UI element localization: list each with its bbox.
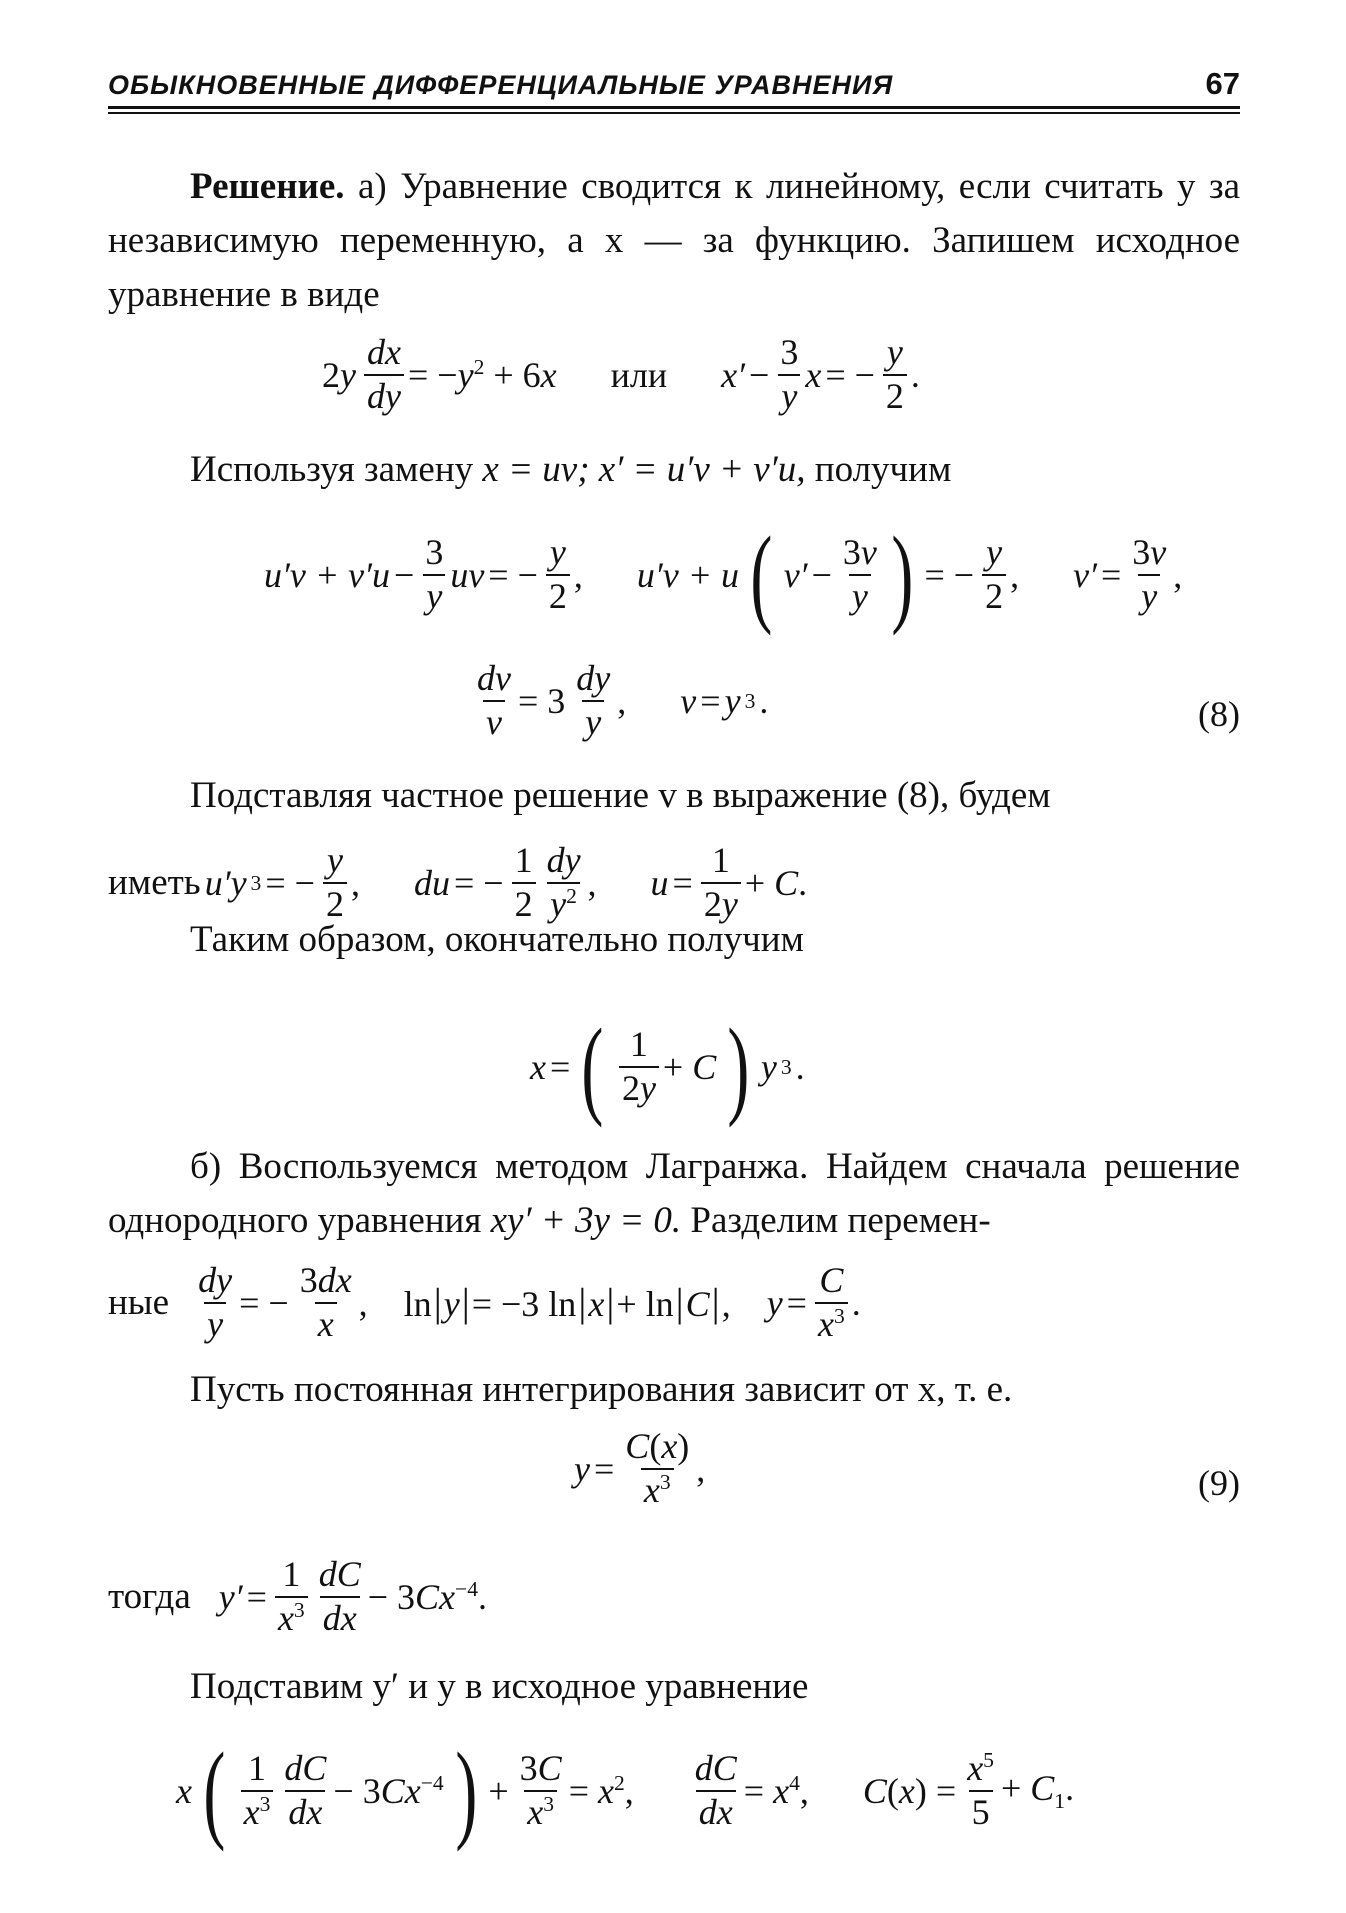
paragraph-particular: Подставляя частное решение v в выражение (8), будем xyxy=(190,775,1051,816)
then-word: тогда xyxy=(108,1576,191,1618)
substitution-line xyxy=(190,448,951,491)
part-b-text: б) Воспользуемся методом Лагранжа. Найдем сначала решение однородного уравнения xyxy=(108,1146,1240,1241)
equation-9: y = $\frac{C(x)}{x^3}$ , xyxy=(574,1426,706,1510)
equation-1: 2y $\frac{dx}{dy}$ = $-y^2 + 6x$ или x′ − $\frac{3}{y}$ x = − $\frac{y}{2}$ . xyxy=(322,332,920,416)
equation-8: $\frac{dv}{v}$ = 3 $\frac{dy}{y}$ , v = y 3 . xyxy=(477,658,769,742)
equation-number-9: (9) xyxy=(1198,1463,1240,1503)
paragraph-constant: Пусть постоянная интегрирования зависит от x, т. е. xyxy=(190,1369,1013,1410)
have-word: иметь xyxy=(108,862,201,904)
equation-derivative: тогда y′ = $\frac{1}{x^3}$ $\frac{dC}{dx}$ − $3Cx^{-4}$. xyxy=(108,1554,488,1638)
header-rule-thin xyxy=(108,112,1240,114)
equation-number-8: (8) xyxy=(1198,694,1240,734)
equation-separation: ные $\frac{dy}{y}$ = − $\frac{3dx}{x}$ , ln|y|= −3 ln|x|+ ln|C|, y = $\frac{C}{x^3}$ . xyxy=(108,1260,861,1344)
equation-last: x ( $\frac{1}{x^3}$ $\frac{dC}{dx}$ − $3Cx^{-4}$ ) + $\frac{3C}{x^3}$ = $x^2$, $\frac{dC}{dx}$ = $x^4$, C(x) = $\frac{x^5}{5}$ + $C_1$. xyxy=(176,1730,1075,1852)
paragraph-substitute: Подставим y′ и y в исходное уравнение xyxy=(190,1666,809,1707)
paragraph-finally: Таким образом, окончательно получим xyxy=(190,919,804,960)
solution-text: а) Уравнение сводится к линейному, если считать y за независимую переменную, а x — за функцию. Запишем исходное уравнение в виде xyxy=(108,166,1240,315)
substitution-formula: x = uv; x′ = u′v + v′u, xyxy=(482,449,806,490)
header-title: ОБЫКНОВЕННЫЕ ДИФФЕРЕНЦИАЛЬНЫЕ УРАВНЕНИЯ xyxy=(108,70,894,100)
equation-final-x: x = ( $\frac{1}{2y}$ + C ) y 3 . xyxy=(530,1006,805,1128)
part-b-end: Разделим перемен- xyxy=(690,1200,991,1241)
substitution-text: Используя замену xyxy=(190,449,474,490)
equation-2: u′v + v′u − $\frac{3}{y}$ uv = − $\frac{y}{2}$ , u′v + u ( v′ − $\frac{3v}{y}$ ) = − $\frac{y}{2}$ , v′ = $\frac{3v}{y}$ , xyxy=(264,514,1183,636)
variables-word: ные xyxy=(108,1282,170,1324)
substitution-end: получим xyxy=(814,449,952,490)
running-header xyxy=(108,64,1240,114)
solution-label: Решение. xyxy=(190,166,345,207)
header-rule xyxy=(108,106,1240,109)
part-b-paragraph xyxy=(108,1140,1240,1248)
page-number: 67 xyxy=(1205,66,1240,101)
homogeneous-eq: xy′ + 3y = 0. xyxy=(490,1200,682,1241)
equation-u: иметь u′y 3 = − $\frac{y}{2}$ , du = − $\frac{1}{2}$ $\frac{dy}{y^2}$ , u = $\frac{1}{2y}$ + C. xyxy=(108,840,808,924)
or-word: или xyxy=(610,354,668,395)
solution-paragraph xyxy=(108,160,1240,322)
